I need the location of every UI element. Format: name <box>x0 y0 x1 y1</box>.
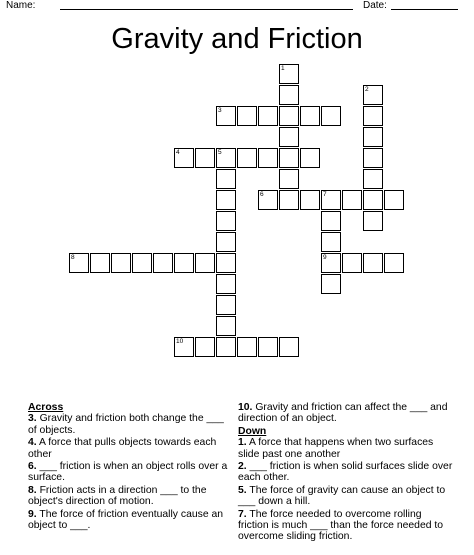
crossword-cell[interactable] <box>321 190 341 210</box>
clue-across-6: 6. ___ friction is when an object rolls over a surface. <box>28 461 228 484</box>
crossword-cell[interactable] <box>216 148 236 168</box>
crossword-cell[interactable] <box>279 64 299 84</box>
crossword-cell[interactable] <box>363 169 383 189</box>
crossword-cell[interactable] <box>132 253 152 273</box>
name-label: Name: <box>6 0 36 11</box>
clue-across-4: 4. A force that pulls objects towards each other <box>28 437 217 460</box>
crossword-cell[interactable] <box>279 85 299 105</box>
crossword-cell[interactable] <box>363 127 383 147</box>
crossword-cell[interactable] <box>216 295 236 315</box>
clue-number: 7 <box>323 191 327 198</box>
clue-across-3: 3. Gravity and friction both change the ___ of objects. <box>28 413 224 436</box>
crossword-cell[interactable] <box>237 106 257 126</box>
crossword-cell[interactable] <box>216 232 236 252</box>
crossword-cell[interactable] <box>216 169 236 189</box>
crossword-cell[interactable] <box>216 211 236 231</box>
clue-down-5: 5. The force of gravity can cause an object to ___ down a hill. <box>238 484 446 508</box>
crossword-cell[interactable] <box>216 253 236 273</box>
crossword-cell[interactable] <box>363 253 383 273</box>
clue-number: 3 <box>218 107 222 114</box>
clues-right-column <box>238 402 453 544</box>
crossword-cell[interactable] <box>342 190 362 210</box>
crossword-cell[interactable] <box>279 106 299 126</box>
crossword-cell[interactable] <box>216 106 236 126</box>
crossword-cell[interactable] <box>111 253 131 273</box>
crossword-cell[interactable] <box>363 85 383 105</box>
clue-number: 5 <box>218 149 222 156</box>
clue-across-10: 10. Gravity and friction can affect the ___ and direction of an object. <box>238 402 448 425</box>
crossword-cell[interactable] <box>321 211 341 231</box>
crossword-cell[interactable] <box>321 106 341 126</box>
crossword-cell[interactable] <box>321 274 341 294</box>
clue-across-8: 8. Friction acts in a direction ___ to the object's direction of motion. <box>28 484 207 508</box>
crossword-cell[interactable] <box>216 337 236 357</box>
crossword-cell[interactable] <box>90 253 110 273</box>
down-heading: Down <box>238 425 267 437</box>
crossword-cell[interactable] <box>321 253 341 273</box>
across-heading: Across <box>28 402 64 413</box>
clue-down-1: 1. A force that happens when two surfaces slide past one another <box>238 437 434 460</box>
crossword-cell[interactable] <box>174 337 194 357</box>
crossword-cell[interactable] <box>195 253 215 273</box>
crossword-cell[interactable] <box>153 253 173 273</box>
crossword-cell[interactable] <box>300 190 320 210</box>
crossword-cell[interactable] <box>174 253 194 273</box>
crossword-cell[interactable] <box>258 190 278 210</box>
clue-down-2: 2. ___ friction is when solid surfaces slide over each other. <box>238 461 453 484</box>
crossword-cell[interactable] <box>384 190 404 210</box>
clue-number: 6 <box>260 191 264 198</box>
clue-number: 1 <box>281 65 285 72</box>
clue-across-9: 9. The force of friction eventually cause an object to ___. <box>28 508 224 532</box>
crossword-cell[interactable] <box>258 106 278 126</box>
crossword-cell[interactable] <box>279 127 299 147</box>
crossword-cell[interactable] <box>300 106 320 126</box>
crossword-cell[interactable] <box>342 253 362 273</box>
crossword-cell[interactable] <box>216 316 236 336</box>
crossword-cell[interactable] <box>363 106 383 126</box>
crossword-cell[interactable] <box>195 337 215 357</box>
clue-number: 9 <box>323 254 327 261</box>
crossword-cell[interactable] <box>258 148 278 168</box>
clue-number: 10 <box>176 338 184 345</box>
clue-number: 4 <box>176 149 180 156</box>
crossword-cell[interactable] <box>321 232 341 252</box>
clues-left-column <box>28 402 233 532</box>
crossword-cell[interactable] <box>363 190 383 210</box>
crossword-cell[interactable] <box>279 337 299 357</box>
clue-number: 2 <box>365 86 369 93</box>
crossword-cell[interactable] <box>237 337 257 357</box>
crossword-cell[interactable] <box>195 148 215 168</box>
crossword-cell[interactable] <box>216 274 236 294</box>
crossword-cell[interactable] <box>279 169 299 189</box>
clue-down-7: 7. The force needed to overcome rolling friction is much ___ than the force needed to overcome sliding friction. <box>238 508 444 543</box>
crossword-cell[interactable] <box>258 337 278 357</box>
clue-number: 8 <box>71 254 75 261</box>
date-label: Date: <box>363 0 387 11</box>
crossword-cell[interactable] <box>363 148 383 168</box>
crossword-cell[interactable] <box>174 148 194 168</box>
crossword-cell[interactable] <box>216 190 236 210</box>
crossword-cell[interactable] <box>363 211 383 231</box>
crossword-cell[interactable] <box>279 148 299 168</box>
crossword-cell[interactable] <box>300 148 320 168</box>
page-title: Gravity and Friction <box>111 23 363 55</box>
crossword-cell[interactable] <box>237 148 257 168</box>
crossword-cell[interactable] <box>69 253 89 273</box>
crossword-cell[interactable] <box>279 190 299 210</box>
crossword-cell[interactable] <box>384 253 404 273</box>
